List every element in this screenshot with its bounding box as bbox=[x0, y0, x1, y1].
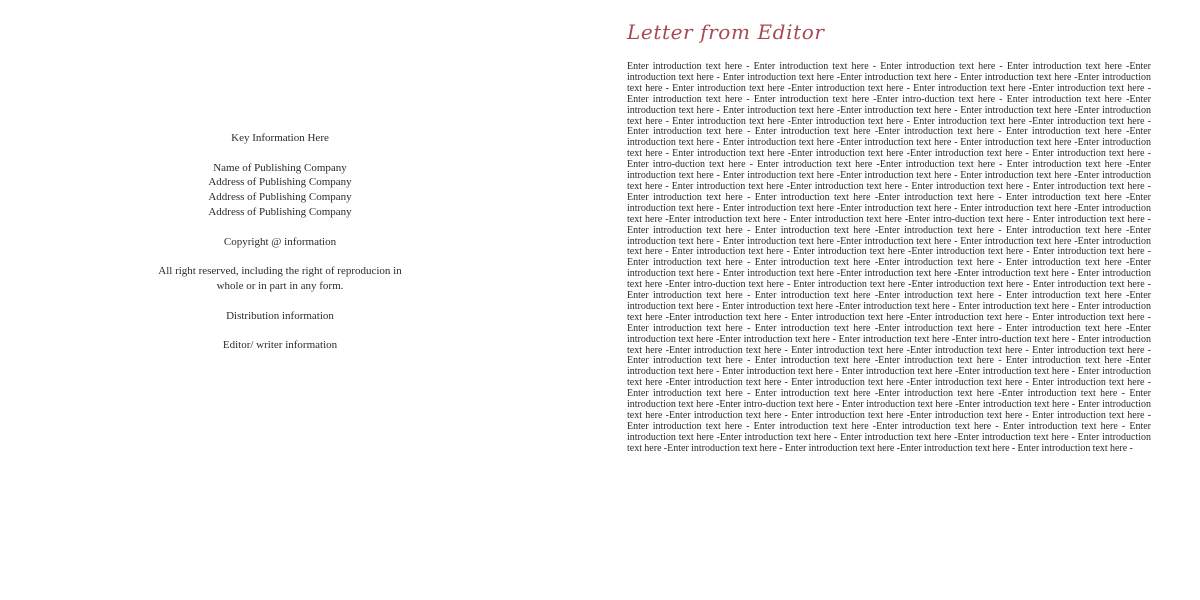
publisher-address-line: Address of Publishing Company bbox=[208, 191, 352, 204]
letter-body: Enter introduction text here - Enter introduction text here - Enter introduction text here - Enter introduction text here -Enter introduction text here - Enter introduction text here -Enter introduction text here - Enter introduction text here -Enter introduction text here - Enter introduction text here -Enter introduction text here - Enter introduction text here -Enter introduction text here -Enter introduction text here - Enter introduction text here -Enter intro-duction text here - Enter introduction text here -Enter introduction text here - Enter introduction text here -Enter introduction text here - Enter introduction text here -Enter introduction text here - Enter introduction text here -Enter introduction text here - Enter introduction text here -Enter introduction text here - Enter introduction text here - Enter introduction text here -Enter introduction text here - Enter introduction text here -Enter introduction text here - Enter introduction text here -Enter introduction text here - Enter introduction text here -Enter introduction text here - Enter introduction text here -Enter introduction text here -Enter introduction text here - Enter introduction text here -Enter intro-duction text here - Enter introduction text here -Enter introduction text here - Enter introduction text here -Enter introduction text here - Enter introduction text here -Enter introduction text here - Enter introduction text here -Enter introduction text here - Enter introduction text here -Enter introduction text here - Enter introduction text here - Enter introduction text here -Enter introduction text here - Enter introduction text here -Enter introduction text here - Enter introduction text here -Enter introduction text here - Enter introduction text here -Enter introduction text here - Enter introduction text here -Enter introduction text here -Enter introduction text here - Enter introduction text here -Enter intro-duction text here - Enter introduction text here -Enter introduction text here - Enter introduction text here -Enter introduction text here - Enter introduction text here -Enter introduction text here - Enter introduction text here -Enter introduction text here - Enter introduction text here -Enter introduction text here - Enter introduction text here - Enter introduction text here -Enter introduction text here - Enter introduction text here -Enter introduction text here - Enter introduction text here -Enter introduction text here - Enter introduction text here -Enter introduction text here - Enter introduction text here -Enter introduction text here -Enter introduction text here - Enter introduction text here -Enter intro-duction text here - Enter introduction text here -Enter introduction text here - Enter introduction text here -Enter introduction text here - Enter introduction text here -Enter introduction text here - Enter introduction text here -Enter introduction text here - Enter introduction text here -Enter introduction text here - Enter introduction text here - Enter introduction text here -Enter introduction text here - Enter introduction text here -Enter introduction text here - Enter introduction text here -Enter introduction text here - Enter introduction text here -Enter introduction text here - Enter introduction text here -Enter introduction text here -Enter introduction text here - Enter introduction text here -Enter intro-duction text here - Enter introduction text here -Enter introduction text here - Enter introduction text here -Enter introduction text here - Enter introduction text here -Enter introduction text here - Enter introduction text here -Enter introduction text here - Enter introduction text here -Enter introduction text here - Enter introduction text here - Enter introduction text here -Enter introduction text here - Enter introduction text here -Enter introduction text here - Enter introduction text here -Enter introduction text here - Enter introduction text here -Enter introduction text here - Enter introduction text here -Enter introduction text here -Enter introduction text here - Enter introduction text here -Enter intro-duction text here - Enter introduction text here -Enter introduction text here - Enter introduction text here -Enter introduction text here - Enter introduction text here -Enter introduction text here - Enter introduction text here -Enter introduction text here - Enter introduction text here -Enter introduction text here - Enter introduction text here - Enter introduction text here -Enter introduction text here - Enter introduction text here -Enter introduction text here - Enter introduction text here -Enter introduction text here - Enter introduction text here -Enter introduction text here - Enter introduction text here - bbox=[627, 61, 1151, 454]
key-info-heading: Key Information Here bbox=[231, 132, 329, 144]
publisher-address-line: Address of Publishing Company bbox=[208, 176, 352, 189]
publisher-address-line: Address of Publishing Company bbox=[208, 205, 352, 218]
rights-line: All right reserved, including the right of reproducion in bbox=[158, 265, 402, 278]
copyright-line: Copyright @ information bbox=[223, 235, 337, 248]
distribution-line: Distribution information bbox=[226, 309, 334, 322]
editor-writer-line: Editor/ writer information bbox=[222, 339, 338, 352]
rights-line: whole or in part in any form. bbox=[216, 279, 344, 292]
publisher-name: Name of Publishing Company bbox=[213, 161, 347, 174]
right-page bbox=[600, 0, 1200, 600]
imprint-block bbox=[155, 131, 405, 353]
page-title: Letter from Editor bbox=[627, 20, 825, 44]
